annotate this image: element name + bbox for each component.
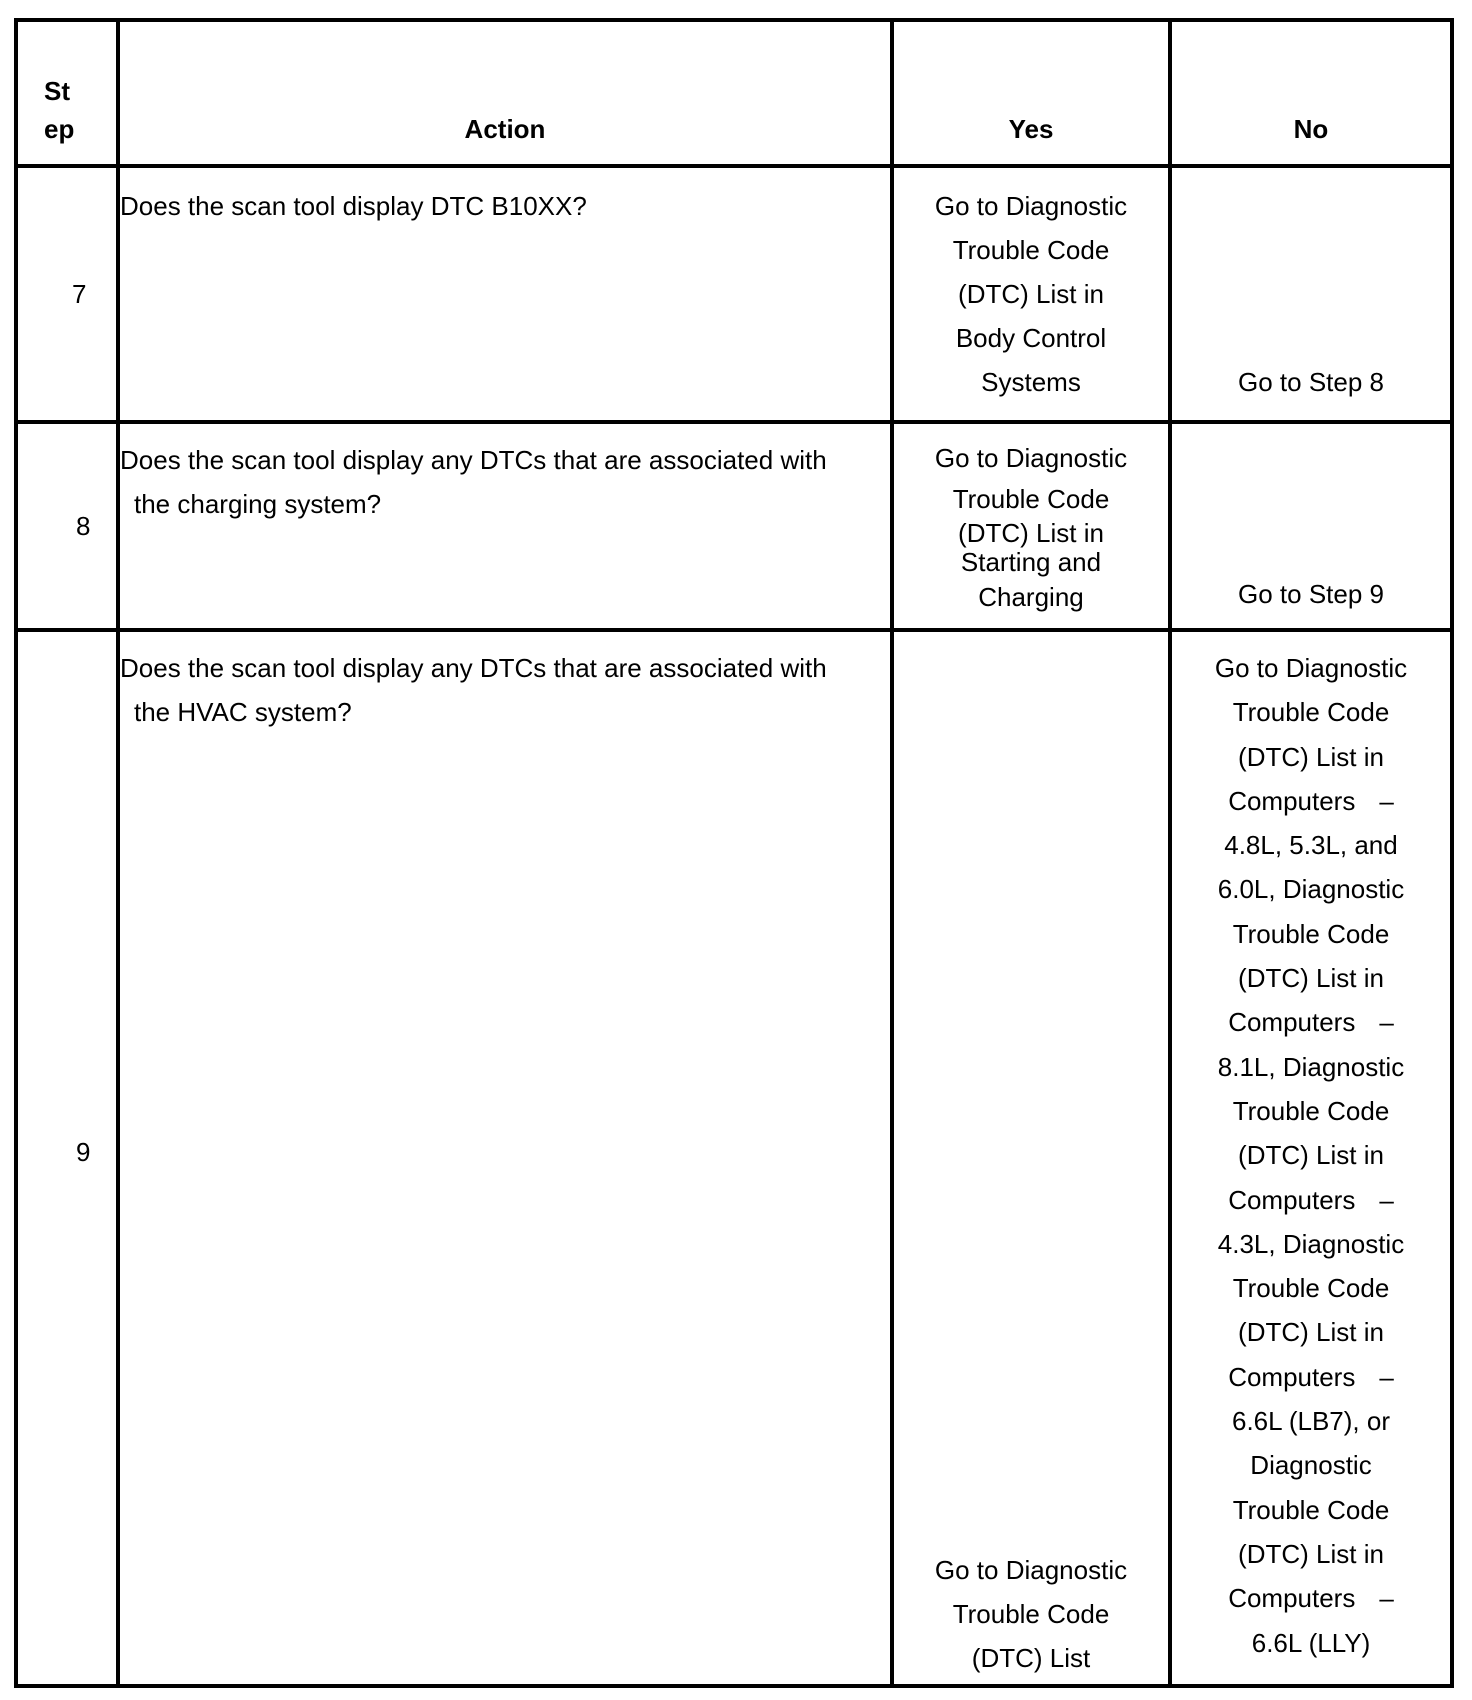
no-line: 8.1L, Diagnostic bbox=[1217, 1051, 1405, 1082]
no-line: 6.0L, Diagnostic bbox=[1217, 874, 1405, 905]
yes-line: Trouble Code bbox=[952, 1599, 1110, 1629]
no-line: Go to Step 8 bbox=[1238, 367, 1384, 397]
dash-mark: – bbox=[1379, 1007, 1394, 1038]
yes-line: Starting and bbox=[960, 547, 1102, 577]
yes-line: Trouble Code bbox=[952, 235, 1110, 265]
no-line bbox=[1172, 1576, 1450, 1620]
header-yes: Yes bbox=[1008, 114, 1054, 144]
step-number: 8 bbox=[76, 511, 91, 541]
no-line: Diagnostic bbox=[1250, 1450, 1372, 1481]
yes-text bbox=[894, 184, 1168, 404]
yes-line: Body Control bbox=[955, 323, 1107, 353]
action-line: the charging system? bbox=[134, 489, 382, 519]
yes-line: (DTC) List bbox=[971, 1643, 1091, 1673]
no-text bbox=[1172, 572, 1450, 616]
action-line: Does the scan tool display any DTCs that are associated with bbox=[120, 445, 827, 475]
no-line: (DTC) List in bbox=[1238, 1317, 1384, 1348]
table-rule bbox=[116, 18, 120, 1688]
yes-line: (DTC) List in bbox=[958, 518, 1104, 548]
header-no: No bbox=[1293, 114, 1329, 144]
no-line-text: Computers bbox=[1228, 1361, 1356, 1392]
no-line: 6.6L (LLY) bbox=[1251, 1627, 1371, 1658]
no-line: Trouble Code bbox=[1232, 1095, 1390, 1126]
table-rule bbox=[14, 628, 1454, 632]
action-line: Does the scan tool display DTC B10XX? bbox=[120, 191, 587, 221]
step-number: 7 bbox=[72, 279, 87, 309]
table-rule bbox=[14, 1684, 1454, 1688]
table-rule bbox=[1450, 18, 1454, 1688]
yes-line: Trouble Code bbox=[952, 484, 1110, 514]
no-line: 4.3L, Diagnostic bbox=[1217, 1228, 1405, 1259]
no-line: Go to Diagnostic bbox=[1214, 653, 1408, 683]
table-rule bbox=[14, 18, 18, 1688]
action-text bbox=[120, 184, 587, 228]
no-line: (DTC) List in bbox=[1238, 741, 1384, 772]
action-line: Does the scan tool display any DTCs that are associated with bbox=[120, 653, 827, 683]
yes-line: Go to Diagnostic bbox=[934, 443, 1128, 473]
no-line: Trouble Code bbox=[1232, 1273, 1390, 1304]
yes-line: (DTC) List in bbox=[958, 279, 1104, 309]
no-line: Go to Step 9 bbox=[1238, 579, 1384, 609]
no-line: 4.8L, 5.3L, and bbox=[1224, 830, 1398, 861]
no-line bbox=[1172, 1178, 1450, 1222]
no-line: Trouble Code bbox=[1232, 918, 1390, 949]
no-text bbox=[1172, 646, 1450, 1665]
action-line: the HVAC system? bbox=[134, 697, 352, 727]
dash-mark: – bbox=[1379, 1361, 1394, 1392]
dash-mark: – bbox=[1379, 1583, 1394, 1614]
action-text bbox=[120, 438, 827, 526]
no-line bbox=[1172, 1000, 1450, 1044]
no-line-text: Computers bbox=[1228, 1007, 1356, 1038]
header-step-line: St bbox=[44, 76, 70, 106]
no-text bbox=[1172, 360, 1450, 404]
yes-text bbox=[894, 438, 1168, 616]
yes-line: Go to Diagnostic bbox=[934, 191, 1128, 221]
no-line: Trouble Code bbox=[1232, 1494, 1390, 1525]
yes-line: Go to Diagnostic bbox=[934, 1555, 1128, 1585]
table-rule bbox=[14, 18, 1454, 22]
no-line: Trouble Code bbox=[1232, 697, 1390, 728]
header-step-line: ep bbox=[44, 114, 75, 144]
action-text bbox=[120, 646, 827, 734]
no-line bbox=[1172, 779, 1450, 823]
dash-mark: – bbox=[1379, 785, 1394, 816]
no-line: (DTC) List in bbox=[1238, 963, 1384, 994]
yes-text bbox=[894, 1548, 1168, 1680]
header-action: Action bbox=[464, 114, 546, 144]
no-line: (DTC) List in bbox=[1238, 1538, 1384, 1569]
table-rule bbox=[14, 164, 1454, 168]
no-line-text: Computers bbox=[1228, 1184, 1356, 1215]
yes-line: Systems bbox=[981, 367, 1081, 397]
no-line-text: Computers bbox=[1228, 1583, 1356, 1614]
step-number: 9 bbox=[76, 1137, 91, 1167]
table-rule bbox=[14, 420, 1454, 424]
no-line-text: Computers bbox=[1228, 785, 1356, 816]
diagnostic-table bbox=[14, 18, 1454, 1688]
dash-mark: – bbox=[1379, 1184, 1394, 1215]
no-line: (DTC) List in bbox=[1238, 1140, 1384, 1171]
no-line: 6.6L (LB7), or bbox=[1231, 1406, 1390, 1437]
header-step bbox=[44, 72, 74, 148]
yes-line: Charging bbox=[978, 582, 1084, 612]
no-line bbox=[1172, 1355, 1450, 1399]
